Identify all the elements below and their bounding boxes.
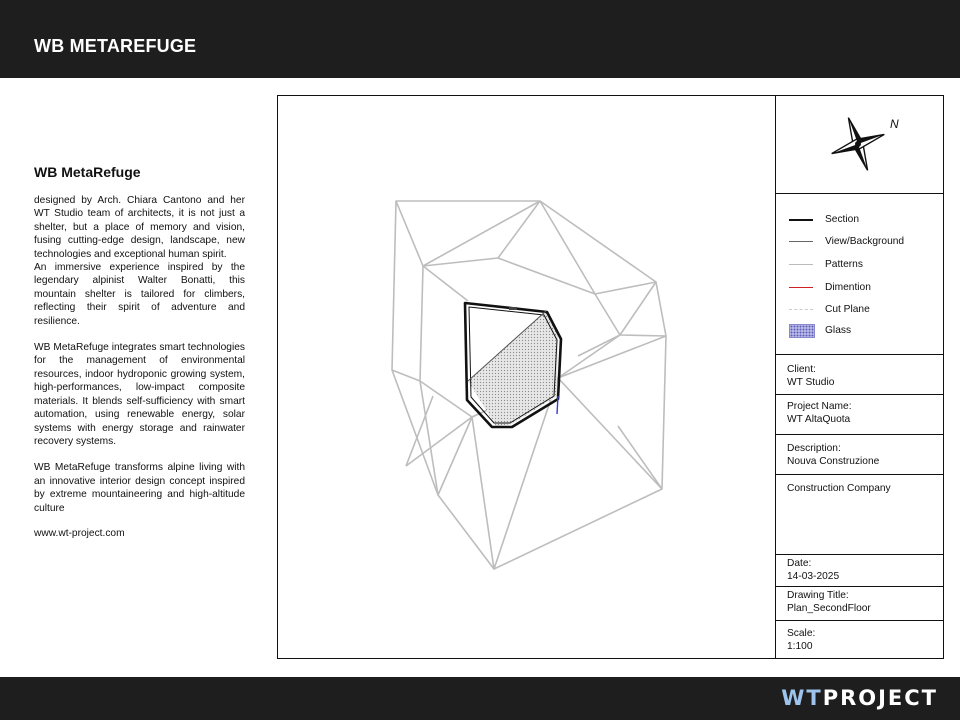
legend-item-cut-plane: Cut Plane — [789, 303, 939, 317]
legend-item-glass: Glass — [789, 324, 939, 338]
header-bar — [0, 0, 960, 78]
legend-item-view-background: View/Background — [789, 235, 939, 249]
description-cell — [776, 435, 944, 475]
floor-plan-drawing — [278, 96, 776, 658]
page-title: WB METAREFUGE — [34, 36, 197, 56]
date-value: 14-03-2025 — [787, 571, 840, 582]
glass-swatch — [789, 324, 815, 338]
description-paragraph: WB MetaRefuge integrates smart technologies for the management of environmental resources, indoor hydroponic growing system, high-performances, low-impact composite materials. It blends self-sufficiency with smart automation, using renewable energy, solar systems with energy storage and rainwater recovery systems. — [34, 342, 245, 447]
brand-logo: WTPROJECT — [781, 686, 938, 710]
client-label: Client: — [787, 364, 816, 375]
title-block — [775, 96, 944, 658]
drawing-sheet — [277, 95, 944, 659]
compass-north-letter: N — [890, 117, 899, 131]
drawing-title-value: Plan_SecondFloor — [787, 603, 871, 614]
glass-edge — [557, 396, 558, 414]
client-value: WT Studio — [787, 377, 835, 388]
drawing-title-cell — [776, 587, 944, 621]
description-paragraph: An immersive experience inspired by the legendary alpinist Walter Bonatti, this mountain shelter is tailored for climbers, reflecting their spirit of adventure and resilience. — [34, 262, 245, 327]
floor-plan — [278, 96, 776, 658]
project-name-label: Project Name: — [787, 401, 852, 412]
construction-company-label: Construction Company — [787, 483, 891, 494]
compass-north-arrow-icon — [816, 106, 906, 186]
legend-item-dimention: Dimention — [789, 281, 939, 295]
legend-cell — [776, 194, 944, 355]
compass-cell — [776, 96, 944, 194]
description-heading: WB MetaRefuge — [34, 164, 141, 180]
stair-marker — [509, 307, 517, 310]
scale-value: 1:100 — [787, 641, 813, 652]
project-description — [34, 164, 245, 539]
scale-cell — [776, 621, 944, 658]
description-value: Nouva Construzione — [787, 456, 880, 467]
date-label: Date: — [787, 558, 812, 569]
date-cell — [776, 555, 944, 587]
description-label: Description: — [787, 443, 841, 454]
footer-bar — [0, 677, 960, 720]
legend-item-patterns: Patterns — [789, 258, 939, 272]
construction-company-cell — [776, 475, 944, 555]
client-cell — [776, 355, 944, 395]
project-name-value: WT AltaQuota — [787, 414, 851, 425]
description-paragraph: WB MetaRefuge transforms alpine living with an innovative interior design concept inspired by extreme mountaineering and high-altitude culture — [34, 462, 245, 514]
legend-item-section: Section — [789, 213, 939, 227]
description-paragraph: designed by Arch. Chiara Cantono and her WT Studio team of architects, it is not just a shelter, but a place of memory and vision, fusing cutting-edge design, landscape, new technologies and exceptional human spirit. — [34, 195, 245, 260]
drawing-title-label: Drawing Title: — [787, 590, 849, 601]
website-link[interactable]: www.wt-project.com — [34, 527, 125, 539]
scale-label: Scale: — [787, 628, 816, 639]
project-name-cell — [776, 395, 944, 435]
